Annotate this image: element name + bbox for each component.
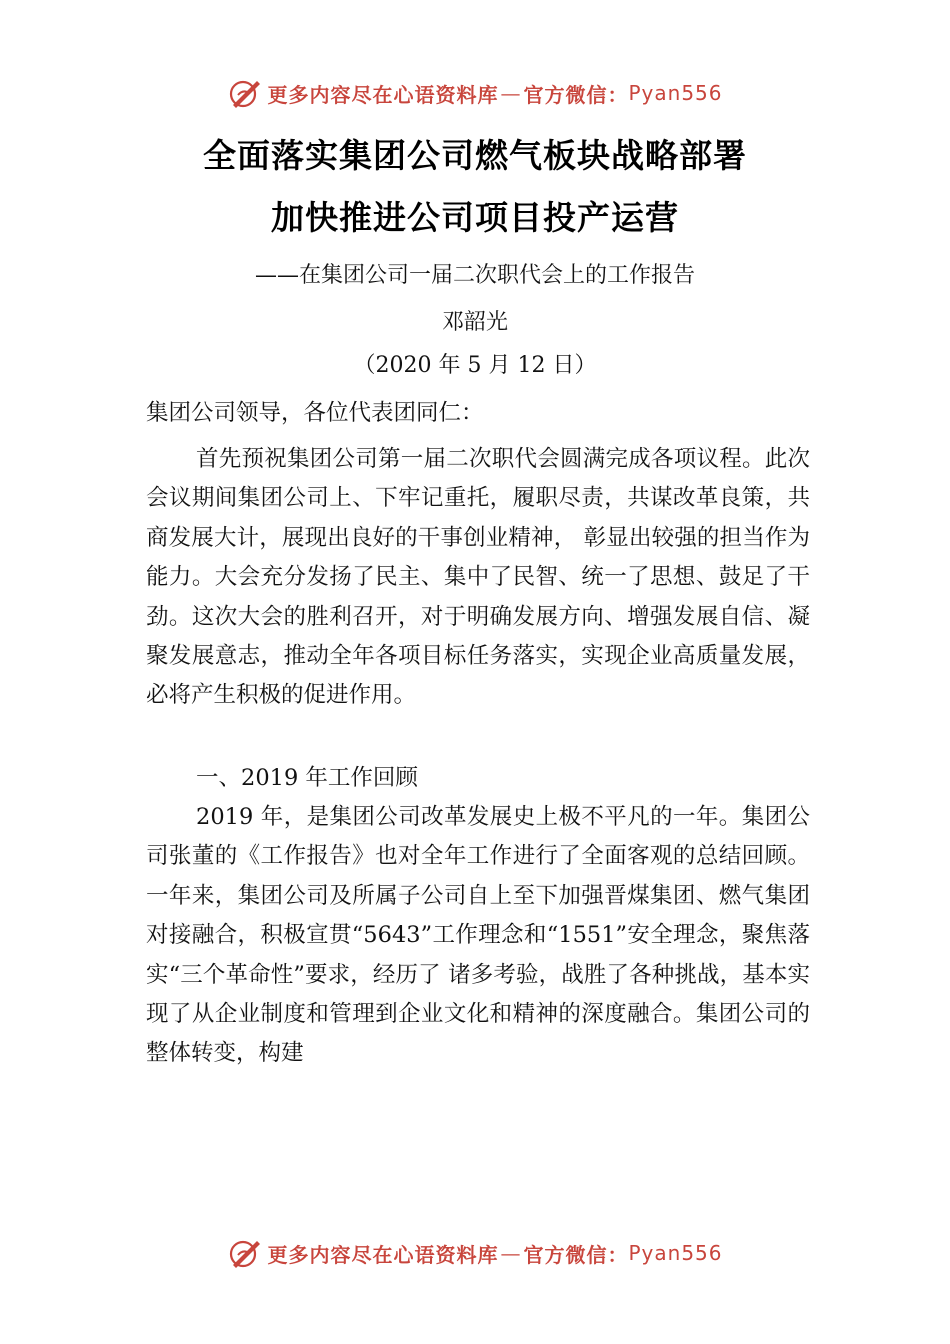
header-watermark bbox=[0, 73, 950, 113]
body-paragraph-1 bbox=[146, 440, 810, 716]
watermark-text: 更多内容尽在心语资料库 bbox=[267, 82, 499, 107]
watermark-wechat-id: Pyan556 bbox=[628, 1241, 723, 1265]
salutation: 集团公司领导，各位代表团同仁： bbox=[146, 400, 484, 426]
paragraph-2-text: 2019 年，是集团公司改革发展史上极不平凡的一年。集团公司张董的《工作报告》也对全年工作进行了全面客观的总结回顾。一年来，集团公司及所属子公司自上至下加强晋煤集团、燃气集团对接融合，积极宣贯“5643”工作理念和“1551”安全理念，聚焦落实“三个革命性”要求，经历了 诸多考验，战胜了各种挑战，基本实现了从企业制度和管理到企业文化和精神的深度融合。集团公司的整体转变，构建 bbox=[146, 804, 810, 1067]
footer-watermark bbox=[0, 1233, 950, 1273]
watermark-text: 更多内容尽在心语资料库 bbox=[267, 1242, 499, 1267]
document-author: 邓韶光 bbox=[441, 310, 508, 335]
watermark-separator: — bbox=[500, 1241, 522, 1265]
pen-logo-icon bbox=[227, 1235, 263, 1271]
document-date: （2020 年 5 月 12 日） bbox=[353, 353, 597, 378]
watermark-official-label: 官方微信： bbox=[523, 1242, 629, 1267]
section-1-heading: 一、2019 年工作回顾 bbox=[196, 765, 418, 791]
document-title-line-1: 全面落实集团公司燃气板块战略部署 bbox=[203, 136, 747, 175]
pen-logo-icon bbox=[227, 75, 263, 111]
watermark-wechat-id: Pyan556 bbox=[628, 81, 723, 105]
document-subtitle: ——在集团公司一届二次职代会上的工作报告 bbox=[254, 263, 695, 288]
paragraph-1-text: 首先预祝集团公司第一届二次职代会圆满完成各项议程。此次会议期间集团公司上、下牢记重托，履职尽责，共谋改革良策，共商发展大计，展现出良好的干事创业精神， 彰显出较强的担当作为能力。大会充分发扬了民主、集中了民智、统一了思想、鼓足了干劲。这次大会的胜利召开，对于明确发展方向、增强发展自信、凝聚发展意志，推动全年各项目标任务落实，实现企业高质量发展，必将产生积极的促进作用。 bbox=[146, 446, 810, 709]
watermark-official-label: 官方微信： bbox=[523, 82, 629, 107]
watermark-separator: — bbox=[500, 81, 522, 105]
body-paragraph-2 bbox=[146, 798, 810, 1074]
document-title-line-2: 加快推进公司项目投产运营 bbox=[271, 198, 679, 237]
